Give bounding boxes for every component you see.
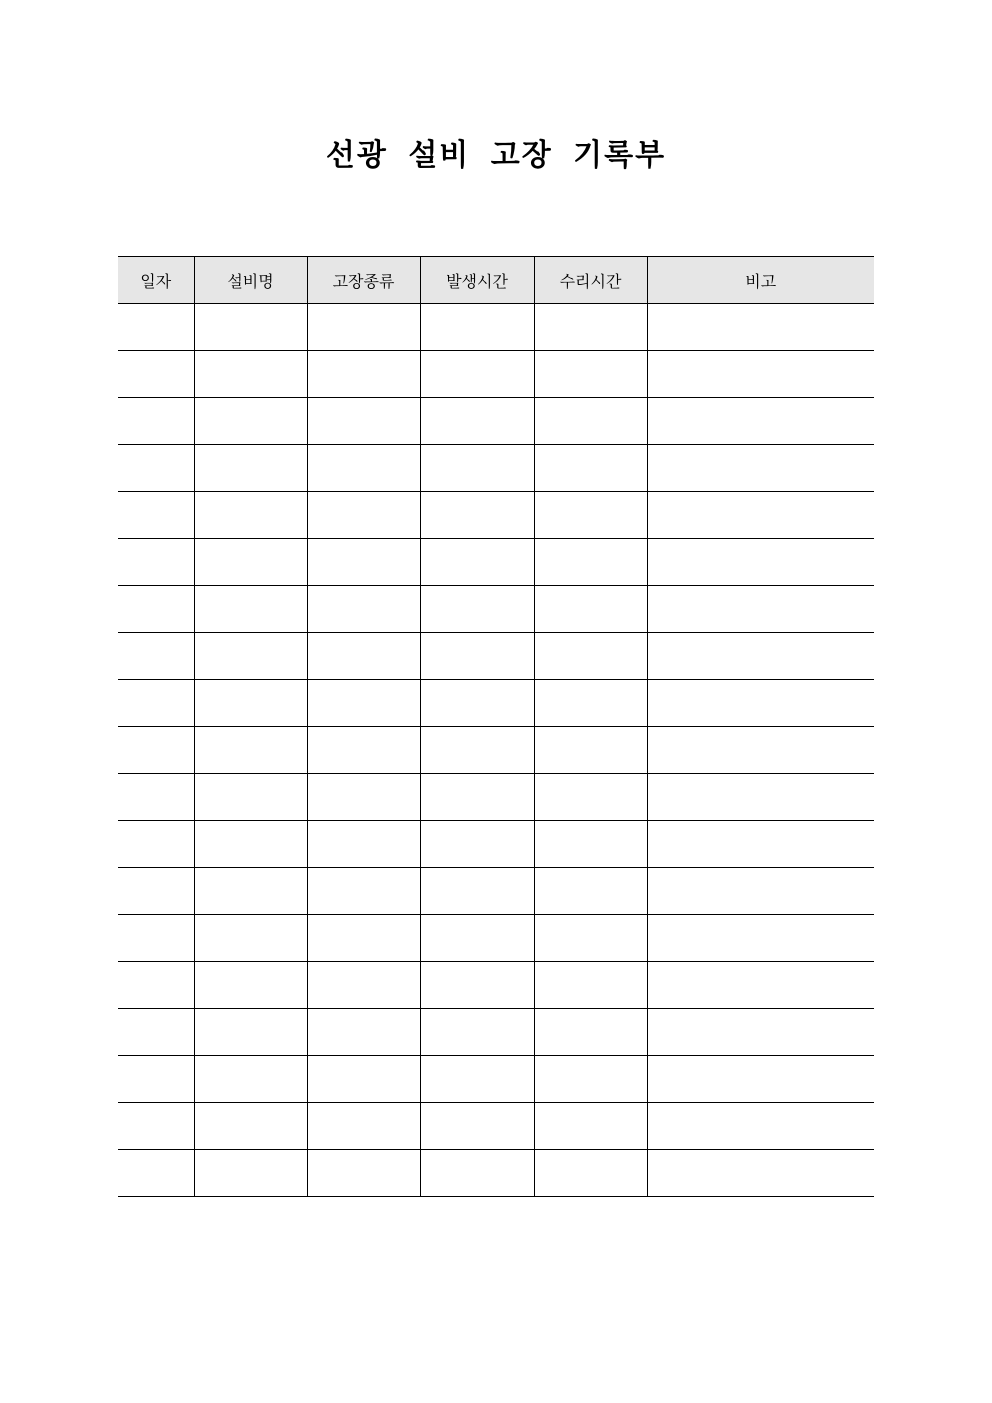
date-cell[interactable]	[118, 680, 194, 727]
repair-time-cell[interactable]	[534, 915, 647, 962]
occurrence-time-cell[interactable]	[420, 1103, 534, 1150]
header-row	[118, 257, 874, 304]
table-row	[118, 821, 874, 868]
failure-type-cell[interactable]	[307, 539, 420, 586]
table-row	[118, 304, 874, 351]
table-row	[118, 680, 874, 727]
occurrence-time-cell[interactable]	[420, 1056, 534, 1103]
remarks-cell[interactable]	[647, 586, 874, 633]
document-title: 선광 설비 고장 기록부	[325, 138, 667, 173]
remarks-cell[interactable]	[647, 1009, 874, 1056]
failure-type-cell[interactable]	[307, 1009, 420, 1056]
occurrence-time-cell[interactable]	[420, 915, 534, 962]
remarks-cell[interactable]	[647, 445, 874, 492]
occurrence-time-cell[interactable]	[420, 398, 534, 445]
failure-type-cell[interactable]	[307, 586, 420, 633]
table-row	[118, 915, 874, 962]
date-cell[interactable]	[118, 1103, 194, 1150]
date-cell[interactable]	[118, 1056, 194, 1103]
equipment-name-cell[interactable]	[194, 774, 307, 821]
date-cell[interactable]	[118, 539, 194, 586]
repair-time-cell[interactable]	[534, 774, 647, 821]
remarks-cell[interactable]	[647, 727, 874, 774]
table-row	[118, 445, 874, 492]
failure-type-cell[interactable]	[307, 821, 420, 868]
failure-log-table	[118, 256, 874, 1197]
failure-type-cell[interactable]	[307, 351, 420, 398]
occurrence-time-cell[interactable]	[420, 492, 534, 539]
remarks-cell[interactable]	[647, 774, 874, 821]
date-cell[interactable]	[118, 492, 194, 539]
equipment-name-cell[interactable]	[194, 915, 307, 962]
repair-time-cell[interactable]	[534, 398, 647, 445]
failure-type-cell[interactable]	[307, 962, 420, 1009]
header-repair-time: 수리시간	[534, 257, 647, 304]
occurrence-time-cell[interactable]	[420, 633, 534, 680]
equipment-name-cell[interactable]	[194, 1150, 307, 1197]
date-cell[interactable]	[118, 586, 194, 633]
table-row	[118, 586, 874, 633]
table-row	[118, 633, 874, 680]
failure-type-cell[interactable]	[307, 1103, 420, 1150]
repair-time-cell[interactable]	[534, 1150, 647, 1197]
equipment-name-cell[interactable]	[194, 680, 307, 727]
failure-type-cell[interactable]	[307, 1150, 420, 1197]
remarks-cell[interactable]	[647, 492, 874, 539]
repair-time-cell[interactable]	[534, 868, 647, 915]
date-cell[interactable]	[118, 727, 194, 774]
occurrence-time-cell[interactable]	[420, 304, 534, 351]
date-cell[interactable]	[118, 304, 194, 351]
remarks-cell[interactable]	[647, 1103, 874, 1150]
remarks-cell[interactable]	[647, 351, 874, 398]
occurrence-time-cell[interactable]	[420, 539, 534, 586]
equipment-name-cell[interactable]	[194, 1103, 307, 1150]
repair-time-cell[interactable]	[534, 351, 647, 398]
repair-time-cell[interactable]	[534, 304, 647, 351]
header-equipment-name: 설비명	[194, 257, 307, 304]
repair-time-cell[interactable]	[534, 821, 647, 868]
table-row	[118, 962, 874, 1009]
occurrence-time-cell[interactable]	[420, 868, 534, 915]
repair-time-cell[interactable]	[534, 1009, 647, 1056]
remarks-cell[interactable]	[647, 304, 874, 351]
repair-time-cell[interactable]	[534, 680, 647, 727]
equipment-name-cell[interactable]	[194, 868, 307, 915]
failure-type-cell[interactable]	[307, 492, 420, 539]
equipment-name-cell[interactable]	[194, 962, 307, 1009]
equipment-name-cell[interactable]	[194, 492, 307, 539]
table-row	[118, 1103, 874, 1150]
date-cell[interactable]	[118, 633, 194, 680]
table-row	[118, 1009, 874, 1056]
date-cell[interactable]	[118, 868, 194, 915]
occurrence-time-cell[interactable]	[420, 1150, 534, 1197]
date-cell[interactable]	[118, 774, 194, 821]
remarks-cell[interactable]	[647, 1150, 874, 1197]
table-row	[118, 539, 874, 586]
repair-time-cell[interactable]	[534, 1056, 647, 1103]
repair-time-cell[interactable]	[534, 727, 647, 774]
equipment-name-cell[interactable]	[194, 539, 307, 586]
occurrence-time-cell[interactable]	[420, 680, 534, 727]
occurrence-time-cell[interactable]	[420, 727, 534, 774]
occurrence-time-cell[interactable]	[420, 1009, 534, 1056]
remarks-cell[interactable]	[647, 398, 874, 445]
table-row	[118, 774, 874, 821]
header-occurrence-time: 발생시간	[420, 257, 534, 304]
occurrence-time-cell[interactable]	[420, 351, 534, 398]
equipment-name-cell[interactable]	[194, 304, 307, 351]
table-row	[118, 868, 874, 915]
date-cell[interactable]	[118, 915, 194, 962]
date-cell[interactable]	[118, 962, 194, 1009]
date-cell[interactable]	[118, 351, 194, 398]
failure-type-cell[interactable]	[307, 304, 420, 351]
failure-type-cell[interactable]	[307, 868, 420, 915]
date-cell[interactable]	[118, 398, 194, 445]
remarks-cell[interactable]	[647, 539, 874, 586]
remarks-cell[interactable]	[647, 633, 874, 680]
occurrence-time-cell[interactable]	[420, 821, 534, 868]
failure-type-cell[interactable]	[307, 680, 420, 727]
header-remarks: 비고	[647, 257, 874, 304]
equipment-name-cell[interactable]	[194, 821, 307, 868]
remarks-cell[interactable]	[647, 915, 874, 962]
occurrence-time-cell[interactable]	[420, 774, 534, 821]
equipment-name-cell[interactable]	[194, 727, 307, 774]
equipment-name-cell[interactable]	[194, 398, 307, 445]
remarks-cell[interactable]	[647, 821, 874, 868]
date-cell[interactable]	[118, 1009, 194, 1056]
header-date: 일자	[118, 257, 194, 304]
remarks-cell[interactable]	[647, 868, 874, 915]
failure-type-cell[interactable]	[307, 633, 420, 680]
equipment-name-cell[interactable]	[194, 351, 307, 398]
repair-time-cell[interactable]	[534, 633, 647, 680]
table-body	[118, 304, 874, 1197]
equipment-name-cell[interactable]	[194, 586, 307, 633]
failure-type-cell[interactable]	[307, 445, 420, 492]
table-row	[118, 398, 874, 445]
remarks-cell[interactable]	[647, 1056, 874, 1103]
table-row	[118, 351, 874, 398]
failure-type-cell[interactable]	[307, 398, 420, 445]
repair-time-cell[interactable]	[534, 586, 647, 633]
repair-time-cell[interactable]	[534, 1103, 647, 1150]
equipment-name-cell[interactable]	[194, 445, 307, 492]
repair-time-cell[interactable]	[534, 539, 647, 586]
date-cell[interactable]	[118, 445, 194, 492]
occurrence-time-cell[interactable]	[420, 962, 534, 1009]
date-cell[interactable]	[118, 1150, 194, 1197]
failure-type-cell[interactable]	[307, 1056, 420, 1103]
equipment-name-cell[interactable]	[194, 633, 307, 680]
repair-time-cell[interactable]	[534, 962, 647, 1009]
table-row	[118, 1150, 874, 1197]
remarks-cell[interactable]	[647, 680, 874, 727]
table-row	[118, 1056, 874, 1103]
failure-type-cell[interactable]	[307, 774, 420, 821]
header-failure-type: 고장종류	[307, 257, 420, 304]
failure-type-cell[interactable]	[307, 915, 420, 962]
equipment-name-cell[interactable]	[194, 1009, 307, 1056]
occurrence-time-cell[interactable]	[420, 445, 534, 492]
equipment-name-cell[interactable]	[194, 1056, 307, 1103]
table-row	[118, 492, 874, 539]
repair-time-cell[interactable]	[534, 492, 647, 539]
table-row	[118, 727, 874, 774]
repair-time-cell[interactable]	[534, 445, 647, 492]
remarks-cell[interactable]	[647, 962, 874, 1009]
occurrence-time-cell[interactable]	[420, 586, 534, 633]
date-cell[interactable]	[118, 821, 194, 868]
failure-type-cell[interactable]	[307, 727, 420, 774]
